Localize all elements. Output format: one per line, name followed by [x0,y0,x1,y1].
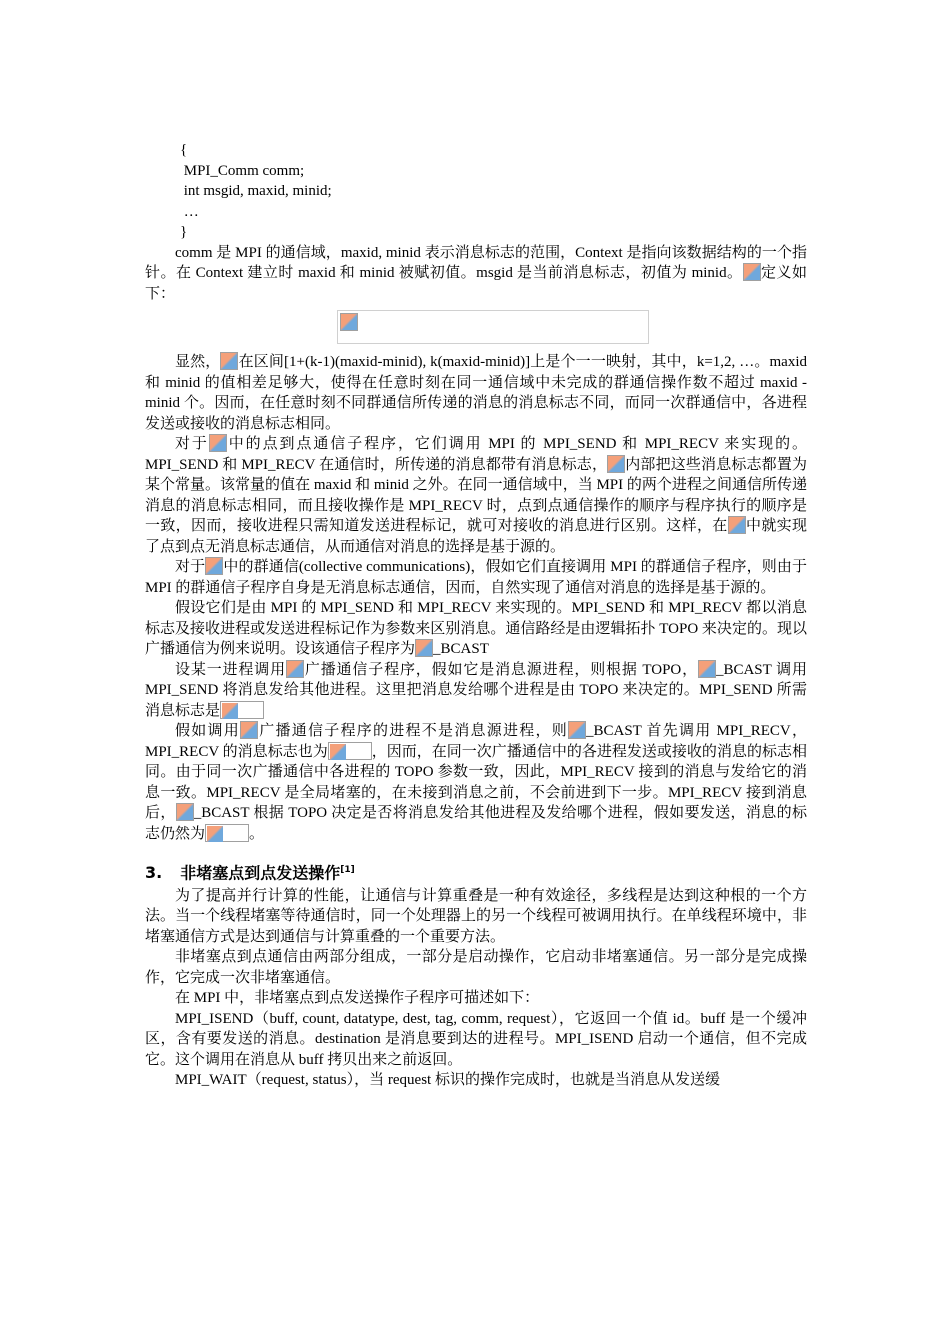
code-line: MPI_Comm comm; [180,162,305,179]
formula-image-icon [240,721,258,739]
document-page [145,140,807,1091]
paragraph: 对于 中的群通信(collective communications)，假如它们直接调用 MPI 的群通信子程序，则由于 MPI 的群通信子程序自身是无消息标志通信，因而，自然实现了通信对消息的选择是基于源的。 [145,559,807,596]
code-line: } [180,224,188,240]
formula-image-icon [415,639,433,657]
paragraph: 假如调用 广播通信子程序的进程不是消息源进程，则 _BCAST 首先调用 MPI_RECV，MPI_RECV 的消息标志也为 ，因而，在同一次广播通信中的各进程发送或接收的消息的标志相同。由于同一次广播通信中各进程的 TOPO 参数一致，因此，MPI_RECV 接到的消息与发给它的消息一致。MPI_RECV 是全局堵塞的，在未接到消息之前，不会前进到下一步。MPI_RECV 接到消息后， _BCAST 根据 TOPO 决定是否将消息发给其他进程及发给哪个进程，假如要发送，消息的标志仍然为 。 [145,723,807,842]
formula-image-icon [220,352,238,370]
formula-image-icon [209,434,227,452]
formula-image-icon [568,721,586,739]
paragraph: MPI_ISEND（buff, count, datatype, dest, tag, comm, request），它返回一个值 id。buff 是一个缓冲区，含有要发送的消息。destination 是消息要到达的进程号。MPI_ISEND 启动一个通信，但不完成它。这个调用在消息从 buff 拷贝出来之前返回。 [145,1010,807,1068]
paragraph: 设某一进程调用 广播通信子程序，假如它是消息源进程，则根据 TOPO， _BCAST 调用 MPI_SEND 将消息发给其他进程。这里把消息发给哪个进程是由 TOPO 来决定的。MPI_SEND 所需消息标志是 [145,661,808,719]
paragraph: 非堵塞点到点通信由两部分组成，一部分是启动操作，它启动非堵塞通信。另一部分是完成操作，它完成一次非堵塞通信。 [145,949,807,986]
formula-image-icon [743,263,761,281]
formula-image-icon [698,660,716,678]
paragraph: 为了提高并行计算的性能，让通信与计算重叠是一种有效途径，多线程是达到这种根的一个方法。当一个线程堵塞等待通信时，同一个处理器上的另一个线程可被调用执行。在单线程环境中，非堵塞通信方式是达到通信与计算重叠的一个重要方法。 [145,887,807,945]
formula-figure [337,310,649,344]
paragraph: 假设它们是由 MPI 的 MPI_SEND 和 MPI_RECV 来实现的。MPI_SEND 和 MPI_RECV 都以消息标志及接收进程或发送进程标记作为参数来区别消息。通信路经是由逻辑拓扑 TOPO 来决定的。现以广播通信为例来说明。设该通信子程序为 _BCAST [145,600,807,657]
paragraph: 显然， 在区间[1+(k-1)(maxid-minid), k(maxid-minid)]上是个一一映射，其中，k=1,2, …。maxid 和 minid 的值相差足够大，使得在任意时刻在同一通信域中未完成的群通信操作数不超过 maxid - minid 个。因而，在任意时刻不同群通信所传递的消息的消息标志不同，而同一次群通信中，各进程发送或接收的消息标志相同。 [145,354,807,432]
formula-image-icon [728,516,746,534]
formula-image-icon [286,660,304,678]
code-block [145,140,807,243]
citation-ref[interactable]: [1] [340,865,355,875]
formula-image-icon [220,701,264,719]
paragraph: 在 MPI 中，非堵塞点到点发送操作子程序可描述如下： [175,990,540,1007]
formula-image-icon [176,803,194,821]
formula-image-icon [205,557,223,575]
formula-image-icon [328,742,372,760]
paragraph: comm 是 MPI 的通信域，maxid, minid 表示消息标志的范围，Context 是指向该数据结构的一个指针。在 Context 建立时 maxid 和 minid 被赋初值。msgid 是当前消息标志，初值为 minid。 定义如下： [145,244,807,302]
section-heading: 3. 非堵塞点到点发送操作[1] [145,863,355,883]
code-line: { [180,142,188,158]
code-line: int msgid, maxid, minid; [180,183,332,199]
formula-image-icon [205,824,249,842]
code-line: … [180,203,199,220]
formula-image-icon [340,313,358,331]
paragraph: 对于 中的点到点通信子程序，它们调用 MPI 的 MPI_SEND 和 MPI_RECV 来实现的。MPI_SEND 和 MPI_RECV 在通信时，所传递的消息都带有消息标志， 内部把这些消息标志都置为某个常量。该常量的值在 maxid 和 minid 之外。在同一通信域中，当 MPI 的两个进程之间通信所传递消息的消息标志相同，而且接收操作是 MPI_RECV 时，点到点通信操作的顺序与程序执行的顺序是一致，因而，接收进程只需知道发送进程标记，就可对接收的消息进行区别。这样，在 中就实现了点到点无消息标志通信，从而通信对消息的选择是基于源的。 [145,436,807,555]
paragraph: MPI_WAIT（request, status），当 request 标识的操作完成时，也就是当消息从发送缓 [175,1072,720,1089]
formula-image-icon [607,455,625,473]
